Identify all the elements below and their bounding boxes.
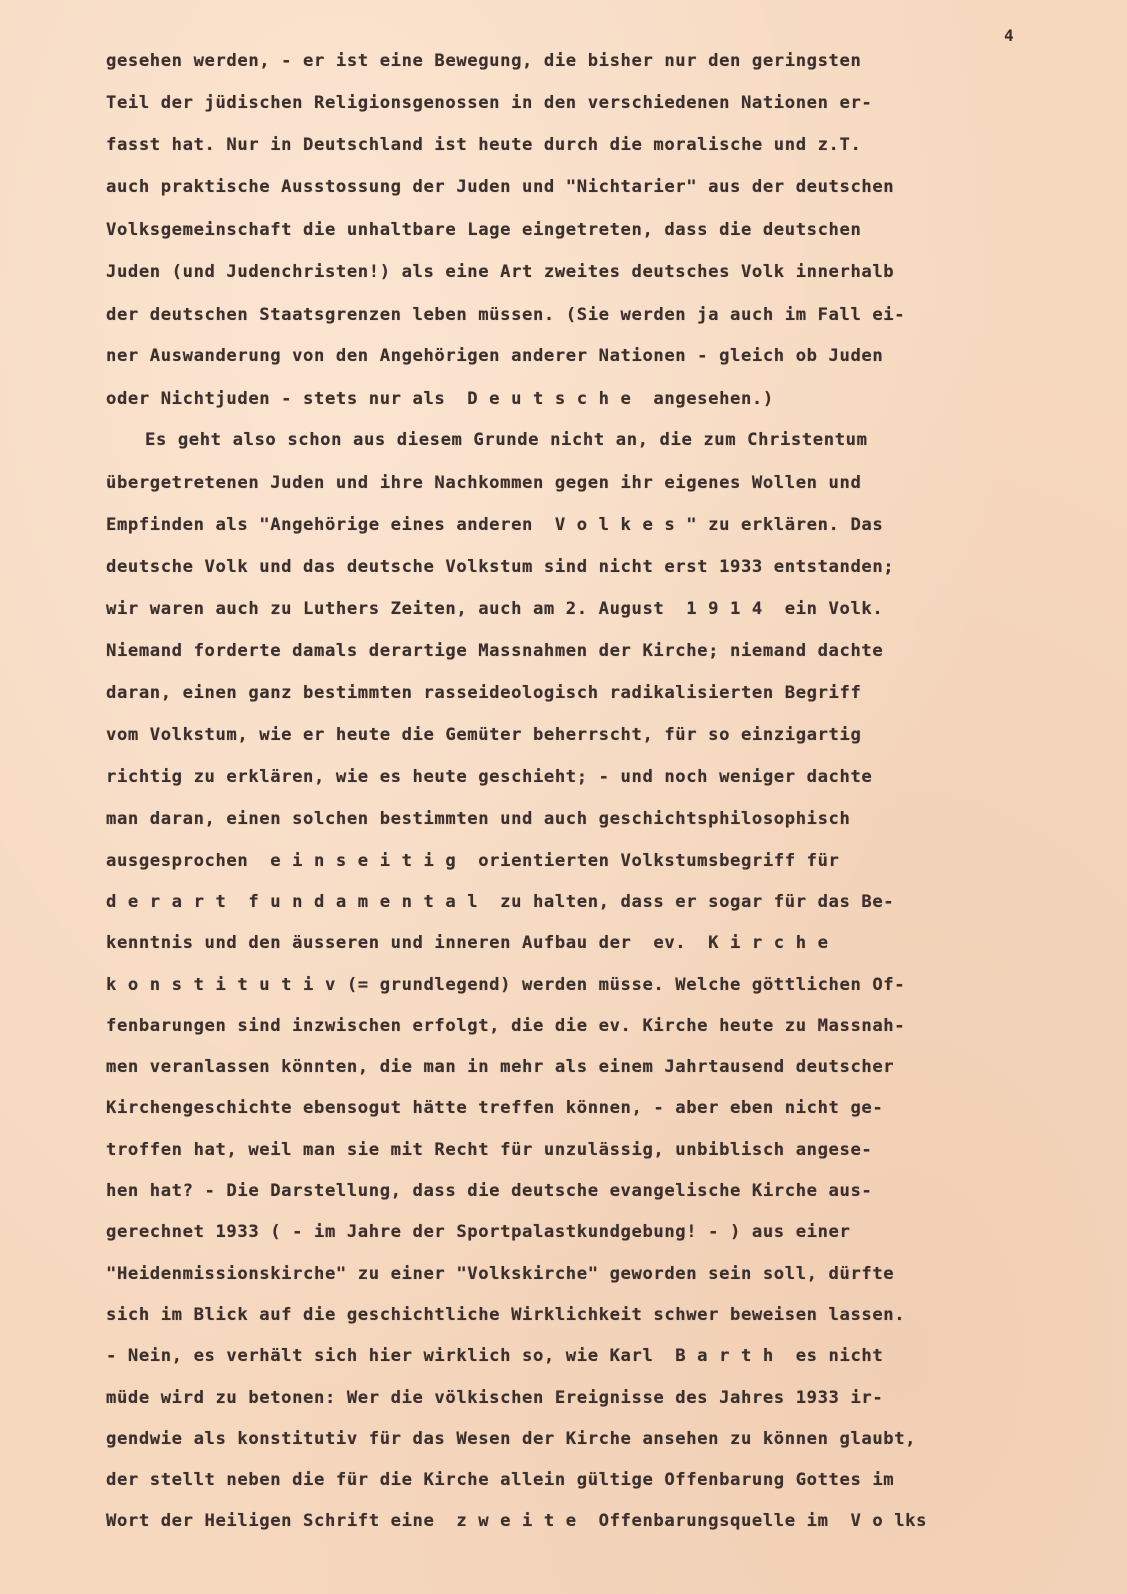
text-line: - Nein, es verhält sich hier wirklich so, wie Karl B a r t h es nicht: [106, 1346, 884, 1366]
text-line: Volksgemeinschaft die unhaltbare Lage eingetreten, dass die deutschen: [106, 220, 862, 240]
text-line: Kirchengeschichte ebensogut hätte treffen können, - aber eben nicht ge-: [106, 1098, 884, 1118]
text-line: ausgesprochen e i n s e i t i g orientierten Volkstumsbegriff für: [106, 851, 840, 871]
text-line: sich im Blick auf die geschichtliche Wirklichkeit schwer beweisen lassen.: [106, 1305, 906, 1325]
text-line: auch praktische Ausstossung der Juden und "Nichtarier" aus der deutschen: [106, 177, 895, 197]
text-line: kenntnis und den äusseren und inneren Aufbau der ev. K i r c h e: [106, 933, 829, 953]
text-line: Wort der Heiligen Schrift eine z w e i t e Offenbarungsquelle im V o lks: [106, 1511, 928, 1531]
text-line: gendwie als konstitutiv für das Wesen der Kirche ansehen zu können glaubt,: [106, 1429, 917, 1449]
text-line: Es geht also schon aus diesem Grunde nicht an, die zum Christentum: [145, 430, 868, 450]
text-line: gesehen werden, - er ist eine Bewegung, die bisher nur den geringsten: [106, 51, 862, 71]
text-line: richtig zu erklären, wie es heute geschieht; - und noch weniger dachte: [106, 767, 873, 787]
text-line: der stellt neben die für die Kirche allein gültige Offenbarung Gottes im: [106, 1470, 895, 1490]
text-line: ner Auswanderung von den Angehörigen anderer Nationen - gleich ob Juden: [106, 346, 884, 366]
text-line: gerechnet 1933 ( - im Jahre der Sportpalastkundgebung! - ) aus einer: [106, 1222, 851, 1242]
text-line: oder Nichtjuden - stets nur als D e u t s c h e angesehen.): [106, 389, 774, 409]
text-line: men veranlassen könnten, die man in mehr als einem Jahrtausend deutscher: [106, 1057, 895, 1077]
text-line: fasst hat. Nur in Deutschland ist heute durch die moralische und z.T.: [106, 135, 862, 155]
text-line: d e r a r t f u n d a m e n t a l zu halten, dass er sogar für das Be-: [106, 892, 895, 912]
text-line: wir waren auch zu Luthers Zeiten, auch am 2. August 1 9 1 4 ein Volk.: [106, 599, 884, 619]
text-line: "Heidenmissionskirche" zu einer "Volkskirche" geworden sein soll, dürfte: [106, 1264, 895, 1284]
text-line: troffen hat, weil man sie mit Recht für unzulässig, unbiblisch angese-: [106, 1140, 873, 1160]
text-line: daran, einen ganz bestimmten rasseideologisch radikalisierten Begriff: [106, 683, 862, 703]
page-number: 4: [1004, 26, 1014, 45]
text-line: k o n s t i t u t i v (= grundlegend) werden müsse. Welche göttlichen Of-: [106, 975, 906, 995]
text-line: fenbarungen sind inzwischen erfolgt, die die ev. Kirche heute zu Massnah-: [106, 1016, 906, 1036]
text-line: übergetretenen Juden und ihre Nachkommen gegen ihr eigenes Wollen und: [106, 473, 862, 493]
text-line: Empfinden als "Angehörige eines anderen V o l k e s " zu erklären. Das: [106, 515, 884, 535]
text-line: Niemand forderte damals derartige Massnahmen der Kirche; niemand dachte: [106, 641, 884, 661]
text-line: man daran, einen solchen bestimmten und auch geschichtsphilosophisch: [106, 809, 851, 829]
text-line: Teil der jüdischen Religionsgenossen in den verschiedenen Nationen er-: [106, 93, 873, 113]
text-line: hen hat? - Die Darstellung, dass die deutsche evangelische Kirche aus-: [106, 1181, 873, 1201]
text-line: deutsche Volk und das deutsche Volkstum sind nicht erst 1933 entstanden;: [106, 557, 895, 577]
text-line: der deutschen Staatsgrenzen leben müssen. (Sie werden ja auch im Fall ei-: [106, 305, 906, 325]
text-line: vom Volkstum, wie er heute die Gemüter beherrscht, für so einzigartig: [106, 725, 862, 745]
text-line: Juden (und Judenchristen!) als eine Art zweites deutsches Volk innerhalb: [106, 262, 895, 282]
text-line: müde wird zu betonen: Wer die völkischen Ereignisse des Jahres 1933 ir-: [106, 1388, 884, 1408]
